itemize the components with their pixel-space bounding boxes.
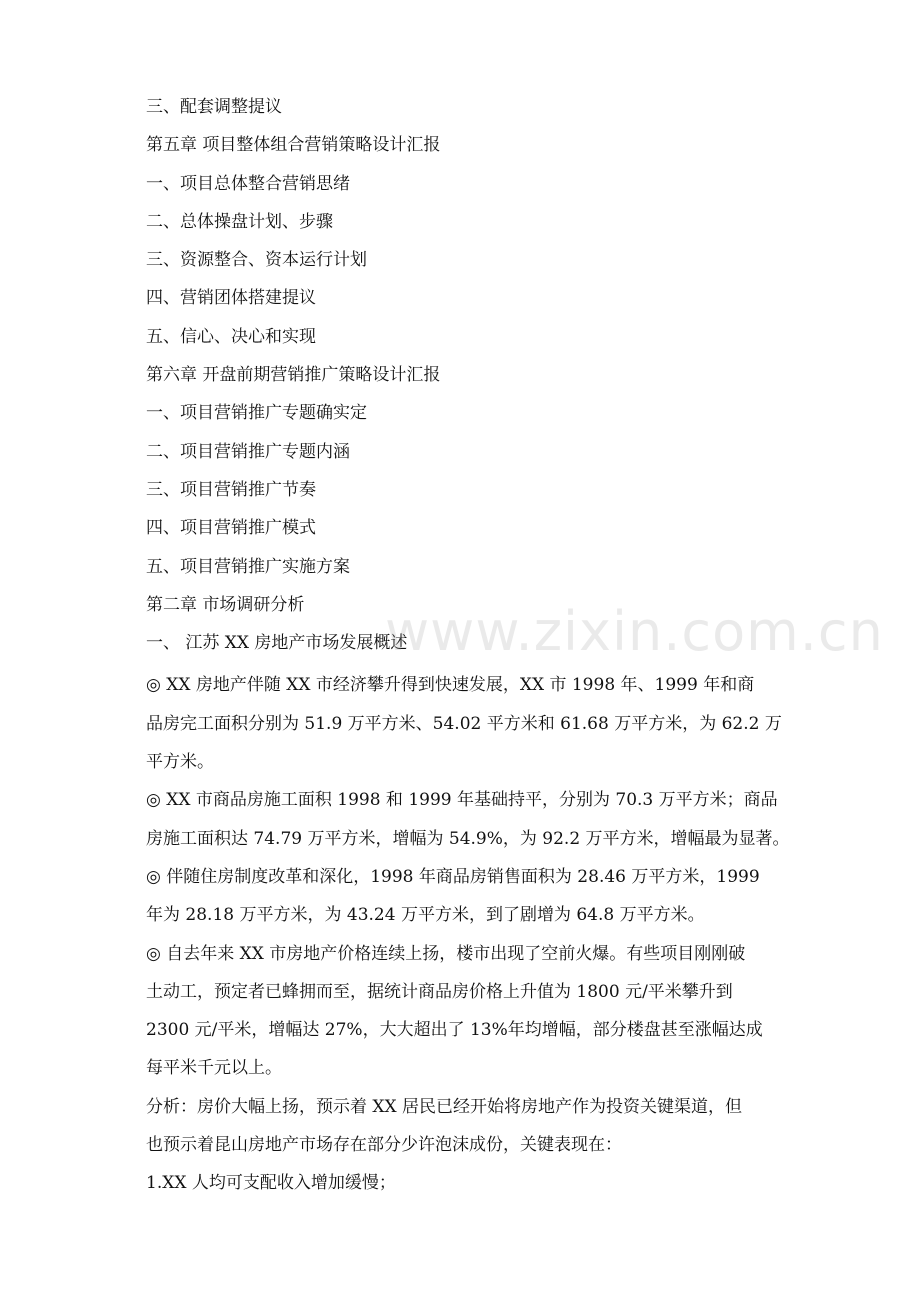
heading-line: 三、资源整合、资本运行计划 — [146, 250, 367, 271]
heading-line: 二、项目营销推广专题内涵 — [146, 441, 350, 462]
paragraph-sales-area — [146, 858, 806, 935]
paragraph-line: ◎ 自去年来 XX 市房地产价格连续上扬，楼市出现了空前火爆。有些项目刚刚破 — [146, 943, 746, 964]
paragraph-line: 1.XX 人均可支配收入增加缓慢； — [146, 1173, 396, 1194]
paragraph-line: ◎ XX 市商品房施工面积 1998 和 1999 年基础持平，分别为 70.3 万平方米；商品 — [146, 790, 778, 811]
paragraph-line: ◎ 伴随住房制度改革和深化，1998 年商品房销售面积为 28.46 万平方米，1999 — [146, 866, 760, 887]
paragraph-construction-area — [146, 781, 806, 858]
document-body — [146, 92, 806, 1203]
paragraph-line: 也预示着昆山房地产市场存在部分少许泡沫成份，关键表现在： — [146, 1135, 622, 1156]
paragraph-line: 土动工，预定者已蜂拥而至，据统计商品房价格上升值为 1800 元/平米攀升到 — [146, 981, 733, 1002]
paragraph-line: 平方米。 — [146, 752, 214, 773]
heading-line: 五、信心、决心和实现 — [146, 326, 316, 347]
watermark-text: www.zixin.com.cn — [385, 600, 884, 663]
chapter-title: 第二章 市场调研分析 — [146, 594, 305, 615]
section-heading: 一、 江苏 XX 房地产市场发展概述 — [146, 633, 408, 654]
paragraph-line: ◎ XX 房地产伴随 XX 市经济攀升得到快速发展，XX 市 1998 年、1999 年和商 — [146, 675, 755, 696]
paragraph-line: 品房完工面积分别为 51.9 万平方米、54.02 平方米和 61.68 万平方米，为 62.2 万 — [146, 713, 782, 734]
heading-line: 五、项目营销推广实施方案 — [146, 556, 350, 577]
heading-line: 四、项目营销推广模式 — [146, 518, 316, 539]
heading-line: 三、项目营销推广节奏 — [146, 479, 316, 500]
paragraph-line: 房施工面积达 74.79 万平方米，增幅为 54.9%，为 92.2 万平方米，增幅最为显著。 — [146, 828, 790, 849]
paragraph-line: 年为 28.18 万平方米，为 43.24 万平方米，到了剧增为 64.8 万平方米。 — [146, 905, 705, 926]
heading-line: 三、配套调整提议 — [146, 97, 282, 117]
paragraph-line: 2300 元/平米，增幅达 27%，大大超出了 13%年均增幅，部分楼盘甚至涨幅达成 — [146, 1020, 763, 1041]
paragraph-completed-area — [146, 666, 806, 781]
paragraph-analysis — [146, 1088, 806, 1203]
heading-line: 四、营销团体搭建提议 — [146, 288, 316, 309]
heading-line: 一、项目总体整合营销思绪 — [146, 173, 350, 194]
paragraph-prices — [146, 935, 806, 1088]
heading-line: 一、项目营销推广专题确实定 — [146, 403, 367, 424]
paragraph-line: 分析：房价大幅上扬，预示着 XX 居民已经开始将房地产作为投资关键渠道，但 — [146, 1096, 743, 1117]
chapter-title: 第六章 开盘前期营销推广策略设计汇报 — [146, 365, 441, 386]
chapter-title: 第五章 项目整体组合营销策略设计汇报 — [146, 135, 441, 156]
paragraph-line: 每平米千元以上。 — [146, 1058, 282, 1079]
heading-line: 二、总体操盘计划、步骤 — [146, 211, 333, 232]
